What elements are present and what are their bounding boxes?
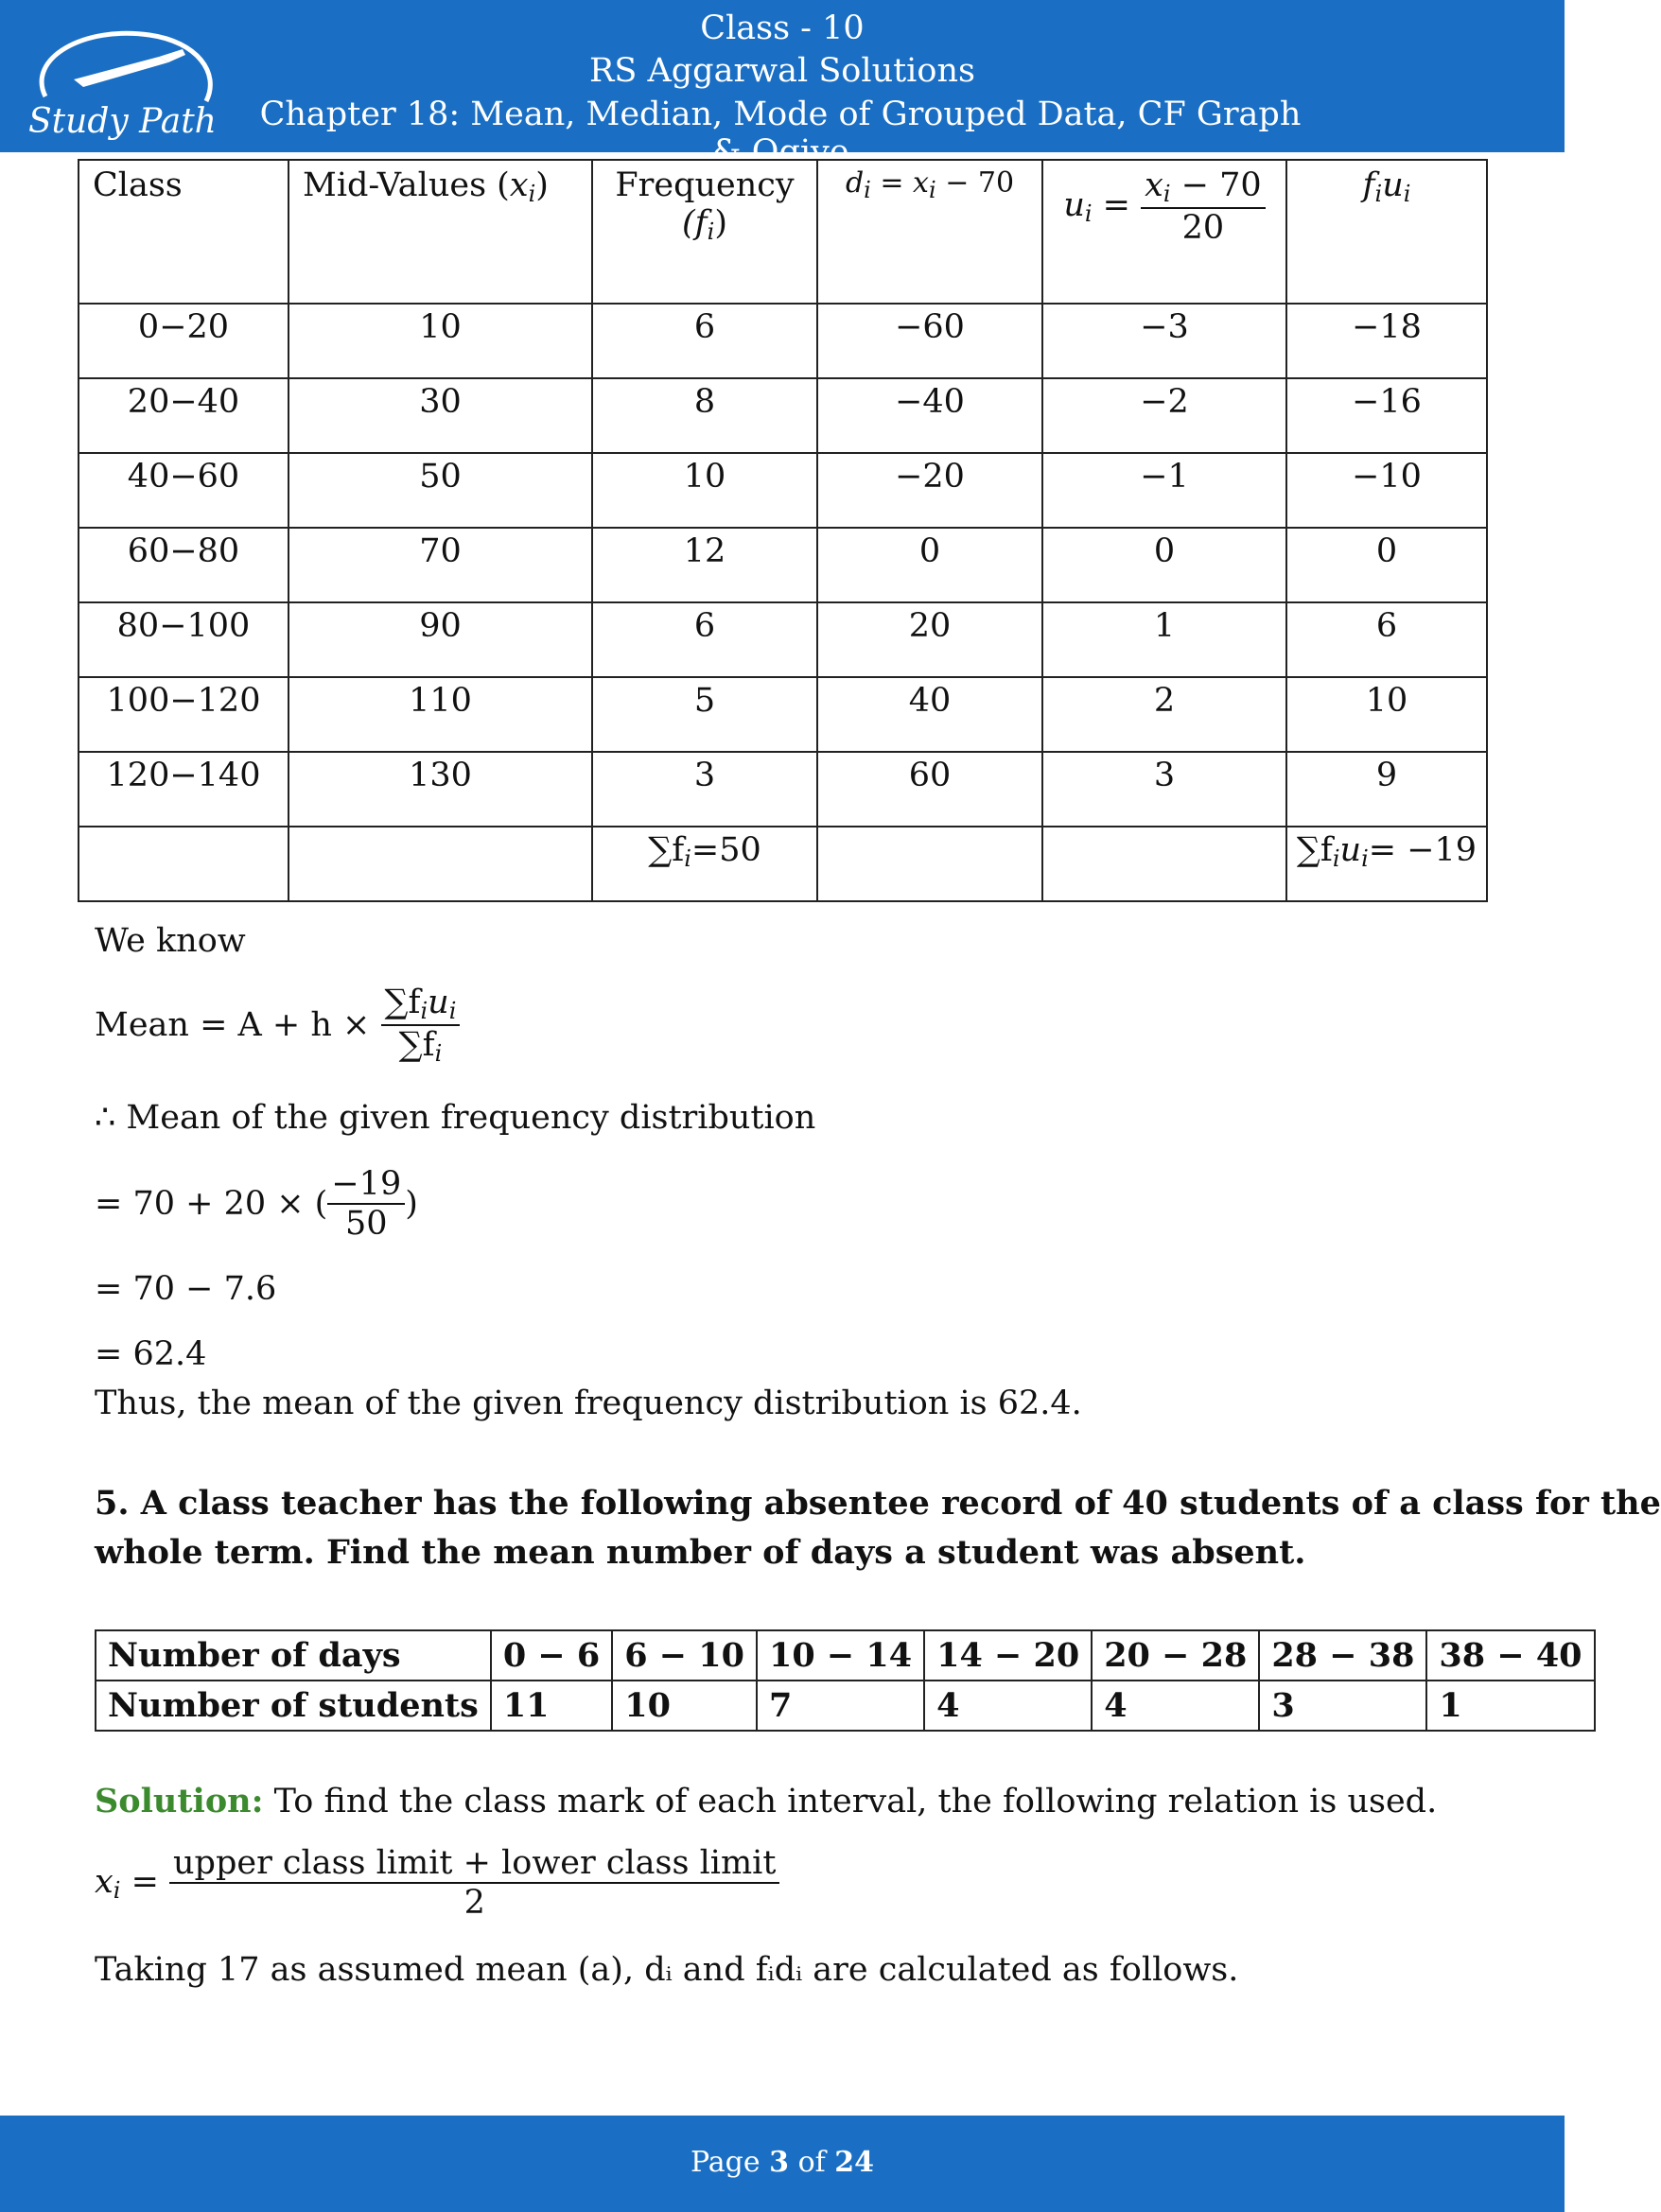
cell-u: −2 (1042, 378, 1286, 453)
cell-mid: 130 (288, 752, 592, 827)
cell-days: 0 − 6 (491, 1630, 612, 1681)
cell-students: 10 (612, 1681, 757, 1731)
assumed-mean-text: Taking 17 as assumed mean (a), dᵢ and fᵢdᵢ are calculated as follows. (95, 1951, 1239, 1989)
cell-d: 60 (817, 752, 1042, 827)
cell-class: 120−140 (79, 752, 288, 827)
question-5-line-2: whole term. Find the mean number of days a student was absent. (95, 1533, 1306, 1572)
table-row (79, 752, 1487, 827)
cell-fu: −16 (1286, 378, 1487, 453)
header-chapter: Chapter 18: Mean, Median, Mode of Grouped Data, CF Graph & Ogive (259, 96, 1302, 171)
table-row (79, 378, 1487, 453)
header-deviation: $d_i = x_i - 70$ (817, 160, 1042, 304)
header-frequency: Frequency $(f_i)$ (592, 160, 817, 304)
cell-d: 20 (817, 602, 1042, 677)
cell-fu: −18 (1286, 304, 1487, 378)
table-row (79, 528, 1487, 602)
cell-days: 14 − 20 (924, 1630, 1092, 1681)
cell-mid: 70 (288, 528, 592, 602)
absentee-table (95, 1629, 1596, 1732)
cell-students: 4 (924, 1681, 1092, 1731)
table-total-row (79, 827, 1487, 901)
row-label-days: Number of days (96, 1630, 491, 1681)
we-know-text: We know (95, 922, 246, 960)
solution-label: Solution: (95, 1782, 264, 1820)
cell-u: 1 (1042, 602, 1286, 677)
cell-class: 0−20 (79, 304, 288, 378)
cell-freq: 5 (592, 677, 817, 752)
step-three: = 62.4 (95, 1335, 207, 1373)
cell-days: 20 − 28 (1092, 1630, 1259, 1681)
cell-class: 80−100 (79, 602, 288, 677)
header-class: Class (79, 160, 288, 304)
cell-fu: 6 (1286, 602, 1487, 677)
table-header-row (79, 160, 1487, 304)
cell-mid: 50 (288, 453, 592, 528)
cell-students: 11 (491, 1681, 612, 1731)
cell-sum-f: $\sum f_i=50$ (592, 827, 817, 901)
page-footer (0, 2116, 1565, 2212)
table-row (96, 1681, 1595, 1731)
cell-mid: 90 (288, 602, 592, 677)
cell-freq: 8 (592, 378, 817, 453)
cell-freq: 3 (592, 752, 817, 827)
cell-class: 100−120 (79, 677, 288, 752)
row-label-students: Number of students (96, 1681, 491, 1731)
class-mark-formula: $x_i$ = $\frac{\text{upper class limit + lower class limit}}{2}$ (95, 1844, 779, 1922)
header-fu: $f_iu_i$ (1286, 160, 1487, 304)
cell-days: 38 − 40 (1426, 1630, 1594, 1681)
cell-freq: 6 (592, 304, 817, 378)
conclusion-text: Thus, the mean of the given frequency distribution is 62.4. (95, 1385, 1082, 1422)
cell-students: 3 (1259, 1681, 1426, 1731)
cell-d: −20 (817, 453, 1042, 528)
cell-sum-fu: $\sum f_iu_i= -19$ (1286, 827, 1487, 901)
cell-empty (79, 827, 288, 901)
cell-empty (817, 827, 1042, 901)
cell-days: 6 − 10 (612, 1630, 757, 1681)
cell-u: −1 (1042, 453, 1286, 528)
cell-d: −60 (817, 304, 1042, 378)
cell-u: 0 (1042, 528, 1286, 602)
page-number: Page 3 of 24 (690, 2146, 875, 2179)
cell-empty (1042, 827, 1286, 901)
table-row (79, 453, 1487, 528)
cell-days: 28 − 38 (1259, 1630, 1426, 1681)
table-row (79, 602, 1487, 677)
svg-text:Study Path: Study Path (28, 102, 217, 141)
cell-fu: 10 (1286, 677, 1487, 752)
header-mid-values: Mid-Values $(x_i)$ (288, 160, 592, 304)
cell-d: −40 (817, 378, 1042, 453)
step-two: = 70 − 7.6 (95, 1270, 277, 1308)
header-book: RS Aggarwal Solutions (589, 52, 975, 90)
cell-students: 4 (1092, 1681, 1259, 1731)
cell-fu: 0 (1286, 528, 1487, 602)
solution-intro: Solution: To find the class mark of each interval, the following relation is used. (95, 1782, 1438, 1820)
header-step-deviation: $u_i$ = $\frac{x_i - 70}{20}$ (1042, 160, 1286, 304)
step-one: = 70 + 20 × ( $\frac{-19}{50}$ ) (95, 1165, 418, 1243)
cell-freq: 10 (592, 453, 817, 528)
cell-d: 0 (817, 528, 1042, 602)
cell-u: 3 (1042, 752, 1286, 827)
cell-days: 10 − 14 (757, 1630, 924, 1681)
table-row (79, 304, 1487, 378)
cell-d: 40 (817, 677, 1042, 752)
cell-empty (288, 827, 592, 901)
table-row (79, 677, 1487, 752)
cell-students: 1 (1426, 1681, 1594, 1731)
cell-class: 20−40 (79, 378, 288, 453)
cell-fu: −10 (1286, 453, 1487, 528)
cell-u: 2 (1042, 677, 1286, 752)
therefore-text: ∴ Mean of the given frequency distribution (95, 1099, 816, 1137)
cell-mid: 110 (288, 677, 592, 752)
cell-mid: 30 (288, 378, 592, 453)
cell-freq: 6 (592, 602, 817, 677)
mean-formula: Mean = A + h × $\frac{\sum f_iu_i}{\sum f_i}$ (95, 984, 460, 1067)
header-class: Class - 10 (700, 9, 865, 47)
question-5-line-1: 5. A class teacher has the following absentee record of 40 students of a class for the (95, 1484, 1661, 1523)
cell-students: 7 (757, 1681, 924, 1731)
cell-freq: 12 (592, 528, 817, 602)
cell-mid: 10 (288, 304, 592, 378)
cell-class: 40−60 (79, 453, 288, 528)
mean-table (78, 159, 1488, 902)
cell-class: 60−80 (79, 528, 288, 602)
page-header (0, 0, 1565, 171)
cell-u: −3 (1042, 304, 1286, 378)
cell-fu: 9 (1286, 752, 1487, 827)
table-row (96, 1630, 1595, 1681)
